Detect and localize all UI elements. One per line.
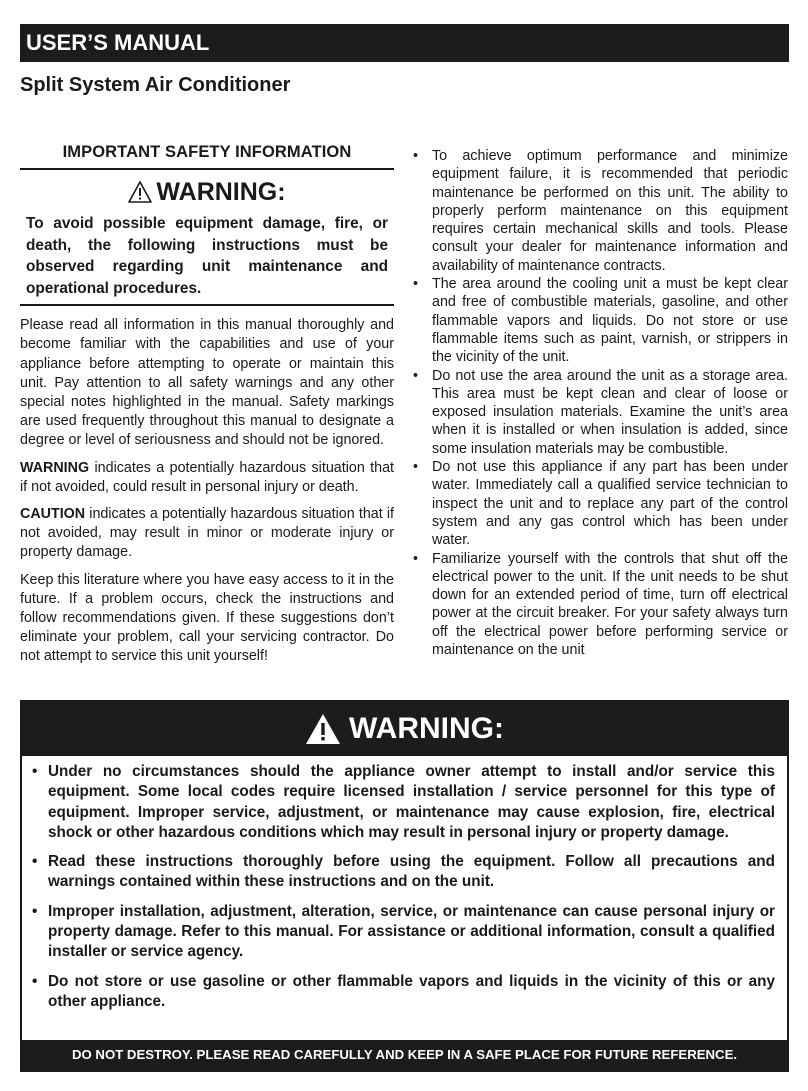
bullet: •	[32, 972, 38, 990]
do-not-destroy-footer: DO NOT DESTROY. PLEASE READ CAREFULLY AND KEEP IN A SAFE PLACE FOR FUTURE REFERENCE.	[22, 1040, 787, 1070]
warning-item	[32, 762, 775, 843]
safety-info-column	[20, 143, 394, 675]
warning-heading-label: WARNING:	[156, 177, 286, 206]
list-item-text: Familiarize yourself with the controls that shut off the electrical power to the unit. If the unit needs to be shut down for an extended period of time, turn off electrical power at the circuit breaker. For your safety always turn off the electrical power before performing service or maintenance on the unit	[432, 550, 788, 659]
warning-triangle-icon	[128, 181, 152, 203]
warning-item	[32, 902, 775, 963]
caution-definition-text: indicates a potentially hazardous situation that if not avoided, may result in minor or moderate injury or property damage.	[20, 506, 394, 561]
bullet: •	[413, 276, 419, 293]
list-item	[412, 367, 788, 458]
warning-box	[20, 700, 789, 1072]
warning-list	[22, 756, 787, 1012]
bullet: •	[32, 853, 38, 871]
list-item	[412, 275, 788, 366]
warning-intro: To avoid possible equipment damage, fire, or death, the following instructions must be observed regarding unit maintenance and operational procedures.	[20, 210, 394, 306]
bullet: •	[413, 148, 419, 164]
warning-definition	[20, 459, 394, 497]
warning-item-text: Do not store or use gasoline or other flammable vapors and liquids in the vicinity of this or any other appliance.	[48, 972, 775, 1010]
warning-item-text: Improper installation, adjustment, alteration, service, or maintenance can cause personal injury or property damage. Refer to this manual. For assistance or additional information, consult a qualified installer or service agency.	[48, 902, 775, 961]
maintenance-column	[412, 147, 788, 659]
list-item-text: The area around the cooling unit a must be kept clear and free of combustible materials, gasoline, and other flammable vapors and liquids. Do not store or use flammable items such as paint, varnish, or strippers in the vicinity of the unit.	[432, 276, 788, 366]
caution-definition	[20, 505, 394, 563]
bullet: •	[413, 459, 419, 476]
list-item	[412, 147, 788, 275]
warning-triangle-icon	[305, 713, 341, 745]
bullet: •	[413, 550, 419, 567]
page-title: USER’S MANUAL	[20, 24, 789, 62]
warning-item-text: Under no circumstances should the appliance owner attempt to install and/or service this equipment. Some local codes require licensed installation / service personnel for this type of equipment. Improper service, adjustment, or maintenance may cause explosion, fire, electrical shock or other hazardous conditions which may result in personal injury or property damage.	[48, 763, 775, 841]
section-heading: IMPORTANT SAFETY INFORMATION	[62, 143, 352, 161]
intro-paragraph: Please read all information in this manual thoroughly and become familiar with the capabilities and use of your appliance before attempting to operate or maintain this unit. Pay attention to all safety warnings and any other special notes highlighted in the manual. Safety markings are used frequently throughout this manual to designate a degree or level of seriousness and should not be ignored.	[20, 317, 394, 449]
list-item-text: Do not use this appliance if any part has been under water. Immediately call a qualified service technician to inspect the unit and to replace any part of the control system and any gas control which has been under water.	[432, 459, 788, 549]
caution-term: CAUTION	[20, 506, 86, 523]
list-item-text: To achieve optimum performance and minimize equipment failure, it is recommended that periodic maintenance be performed on this unit. The ability to properly perform maintenance on this equipment requires certain mechanical skills and tools. Please consult your dealer for maintenance information and availability of maintenance contracts.	[432, 148, 788, 274]
list-item	[412, 550, 788, 660]
keep-literature-paragraph: Keep this literature where you have easy access to it in the future. If a problem occurs, check the instructions and follow recommendations given. If these suggestions don’t eliminate your problem, call your servicing contractor. Do not attempt to service this unit yourself!	[20, 571, 394, 665]
document-subtitle: Split System Air Conditioner	[20, 74, 291, 96]
bullet: •	[32, 902, 38, 920]
warning-box-header	[22, 702, 787, 756]
warning-box-title: WARNING:	[349, 712, 504, 745]
warning-item	[32, 972, 775, 1013]
warning-item-text: Read these instructions thoroughly before using the equipment. Follow all precautions and warnings contained within these instructions and on the unit.	[48, 853, 775, 891]
warning-definition-text: indicates a potentially hazardous situation that if not avoided, could result in personal injury or death.	[20, 459, 394, 495]
list-item	[412, 458, 788, 549]
bullet: •	[32, 763, 38, 780]
maintenance-list	[412, 147, 788, 659]
warning-heading	[20, 168, 394, 210]
list-item-text: Do not use the area around the unit as a storage area. This area must be kept clean and clear of loose or exposed insulation materials. Examine the unit’s area when it is installed or when insulation is added, since some insulation materials may be combustible.	[432, 367, 788, 457]
warning-item	[32, 852, 775, 893]
bullet: •	[413, 367, 419, 384]
warning-term: WARNING	[20, 459, 90, 476]
